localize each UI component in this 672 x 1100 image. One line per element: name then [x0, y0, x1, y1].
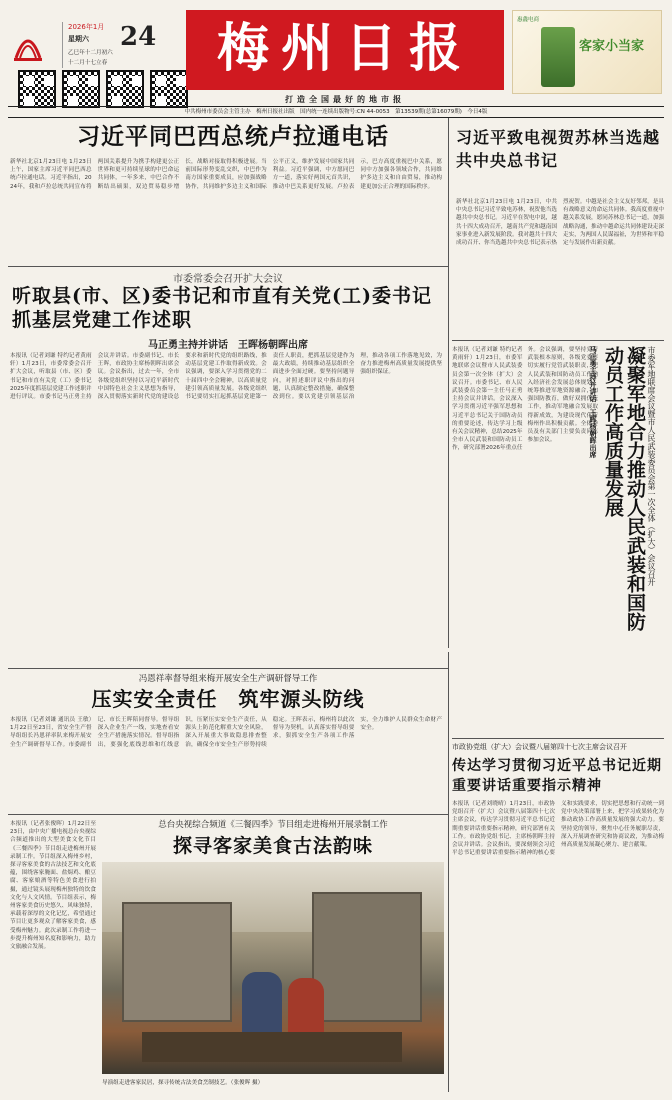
safety-kicker: 冯恩祥率督导组来梅开展安全生产调研督导工作	[138, 674, 318, 684]
newspaper-logo-icon	[10, 20, 46, 64]
masthead	[186, 10, 504, 90]
day-number: 24	[120, 22, 157, 52]
ad-label: 惠鑫电商	[517, 17, 540, 23]
solar-term: 十二月十七立春	[68, 60, 108, 66]
qr-code-icon	[62, 70, 100, 108]
defense-subhead: 马正勇主持并讲话 王晖杨朝晖出席	[589, 346, 598, 458]
lunar-date: 乙巳年十二月初六	[68, 50, 113, 56]
discipline-headline: 传达学习贯彻习近平总书记近期重要讲话重要指示精神	[452, 758, 662, 794]
masthead-title: 梅州日报	[216, 18, 473, 79]
qr-code-icon	[106, 70, 144, 108]
party-kicker: 市委常委会召开扩大会议	[173, 274, 283, 285]
feature-body: 本报讯（记者张俊晖）1月22日至23日，由中央广播电视总台央视综合频道推出的大型美食文化节目《三餐四季》节目组走进梅州开展录制工作。节目组深入梅州乡村，探寻客家美食的古法技艺和文化底蕴，围绕客家腌面、盐焗鸡、酿豆腐、客家娘酒等特色美食进行拍摄，通过镜头展现梅州独特的饮食文化与人文风情。节目组表示，梅州客家美食历史悠久、风味独特，承载着深厚的文化记忆，希望通过节目让更多观众了解客家美食，感受梅州魅力。此次录制工作将进一步提升梅州知名度和影响力，助力文旅融合发展。	[10, 821, 96, 951]
right-lower-continuation	[588, 648, 664, 728]
weekday: 星期六	[68, 35, 89, 43]
lead-body: 新华社北京1月23日电 1月23日上午，国家主席习近平同巴西总统卢拉通电话。习近平指出，2024年，我和卢拉总统共同宣布将两国关系提升为携手构建更公正世界和更可持续星球的中巴命运共同体，一年多来，中巴合作不断结出硕果，双边贸易稳步增长，战略对接取得积极进展。当前国际形势变乱交织，中巴作为南方国家重要成员，应加强战略协作，共同维护多边主义和国际公平正义，维护发展中国家共同利益。习近平强调，中方愿同巴方一道，落实好两国元首共识，推动中巴关系更好发展。卢拉表示，巴方高度重视巴中关系，愿同中方加强各领域合作，共同维护多边主义和自由贸易，推动构建更加公正合理的国际秩序。	[10, 159, 442, 190]
party-body: 本报讯（记者刘谦 特约记者黄雨轩）1月23日，市委常委会召开扩大会议，听取县（市、区）委书记和市直有关党（工）委书记2025年度抓基层党建工作述职并进行评议。市委书记马正勇主持会议并讲话。市委副书记、市长王晖，市政协主席杨朝晖出席会议。会议指出，过去一年，全市各级党组织坚持以习近平新时代中国特色社会主义思想为指导，深入贯彻落实新时代党的建设总要求和新时代党的组织路线，推动基层党建工作取得新成效。会议强调，要深入学习贯彻党的二十届四中全会精神，以高质量党建引领高质量发展。各级党组织书记要切实扛起抓基层党建第一责任人职责，把抓基层党建作为最大政绩，持续推动基层组织全面进步全面过硬。要坚持问题导向，对照述职评议中指出的问题，认真制定整改措施，确保整改到位。要以党建引领基层治理，推动各项工作落地见效，为奋力推进梅州高质量发展提供坚强组织保证。	[10, 353, 442, 401]
defense-kicker: 市委军地联席会议暨市人民武装委员会第一次全体（扩大）会议召开	[647, 346, 656, 586]
date-year-month: 2026年1月	[68, 23, 105, 31]
lead-headline: 习近平同巴西总统卢拉通电话	[77, 123, 389, 150]
defense-body: 本报讯（记者刘谦 特约记者黄雨轩）1月23日，市委军地联席会议暨市人民武装委员会第一次全体（扩大）会议召开。市委书记、市人民武装委员会第一主任马正勇主持会议并讲话。会议深入学习贯彻习近平强军思想和习近平总书记关于国防动员的重要论述，传达学习上级有关会议精神，总结2025年全市人民武装和国防动员工作，研究部署2026年重点任务。会议强调，要坚持党管武装根本原则，各级党委要切实履行党管武装职责，把人民武装和国防动员工作纳入经济社会发展总体规划，统筹推进军地资源融合，加强国防教育，做好双拥优抚工作，推动军地融合发展取得新成效，为建设现代化新梅州作出积极贡献。全体委员及有关部门主要负责同志参加会议。	[452, 347, 598, 452]
qr-code-icon	[18, 70, 56, 108]
party-subhead: 马正勇主持并讲话 王晖杨朝晖出席	[148, 340, 308, 351]
ad-product-image	[541, 27, 575, 87]
safety-headline: 压实安全责任 筑牢源头防线	[91, 687, 365, 711]
defense-headline: 凝聚军地合力推动人民武装和国防动员工作高质量发展	[602, 346, 646, 631]
qr-code-icon	[150, 70, 188, 108]
header-ad	[512, 10, 662, 94]
feature-photo	[102, 862, 444, 1074]
feature-photo-caption: 导演组走进客家民居，探寻传统古法美食烹制技艺。（张俊晖 摄）	[102, 1080, 264, 1086]
info-bar: 中共梅州市委员会主管主办 梅州日报社出版 国内统一连续出版物号:CN 44-0053 第13539期(总第16079期) 今日4版	[8, 106, 664, 118]
slogan: 打造全国最好的地市报	[285, 95, 405, 104]
right-top-headline: 习近平致电视贺苏林当选越共中央总书记	[456, 128, 661, 170]
feature-headline: 探寻客家美食古法韵味	[172, 835, 373, 857]
ad-brand: 客家小当家	[579, 39, 645, 54]
party-headline: 听取县(市、区)委书记和市直有关党(工)委书记抓基层党建工作述职	[12, 285, 432, 331]
discipline-kicker: 市政协党组（扩大）会议暨八届第四十七次主席会议召开	[452, 743, 627, 751]
safety-body: 本报讯（记者刘谦 通讯员 王敏）1月22日至23日，省安全生产督导组组长冯恩祥率队来梅开展安全生产调研督导工作。市委副书记、市长王晖陪同督导。督导组深入企业生产一线，实地查看安全生产措施落实情况。督导组指出，要强化底线思维和红线意识，压紧压实安全生产责任，从源头上防范化解重大安全风险，深入开展重大事故隐患排查整治，确保全市安全生产形势持续稳定。王晖表示，梅州将以此次督导为契机，认真落实督导组要求，狠抓安全生产各项工作落实，全力维护人民群众生命财产安全。	[10, 717, 442, 748]
discipline-body: 本报讯（记者刘晓晴）1月23日，市政协党组召开（扩大）会议暨八届第四十七次主席会议，传达学习贯彻习近平总书记近期重要讲话重要指示精神，研究部署有关工作。市政协党组书记、主席杨朝晖主持会议并讲话。会议指出，要深刻领会习近平总书记重要讲话重要指示精神的核心要义和实践要求，切实把思想和行动统一到党中央决策部署上来，把学习成果转化为推动政协工作高质量发展的强大动力。要坚持党的领导，聚焦中心任务履职尽责，深入开展调查研究和协商议政，为推动梅州高质量发展凝心聚力、建言献策。	[452, 801, 664, 857]
feature-kicker: 总台央视综合频道《三餐四季》节目组走进梅州开展录制工作	[158, 820, 388, 830]
right-top-body: 新华社北京1月23日电 1月23日，中共中央总书记习近平致电苏林，祝贺他当选越共中央总书记。习近平在贺电中说，越共十四大成功召开，越南共产党和越南国家事业进入新发展阶段。我对越共十四大成功召开、你当选越共中央总书记表示热烈祝贺。中越是社会主义友好邻邦，是具有战略意义的命运共同体。我高度重视中越关系发展，愿同苏林总书记一道，加强战略沟通，推动中越命运共同体建设走深走实，为两国人民谋福祉，为世界和平稳定与发展作出新贡献。	[456, 199, 664, 247]
